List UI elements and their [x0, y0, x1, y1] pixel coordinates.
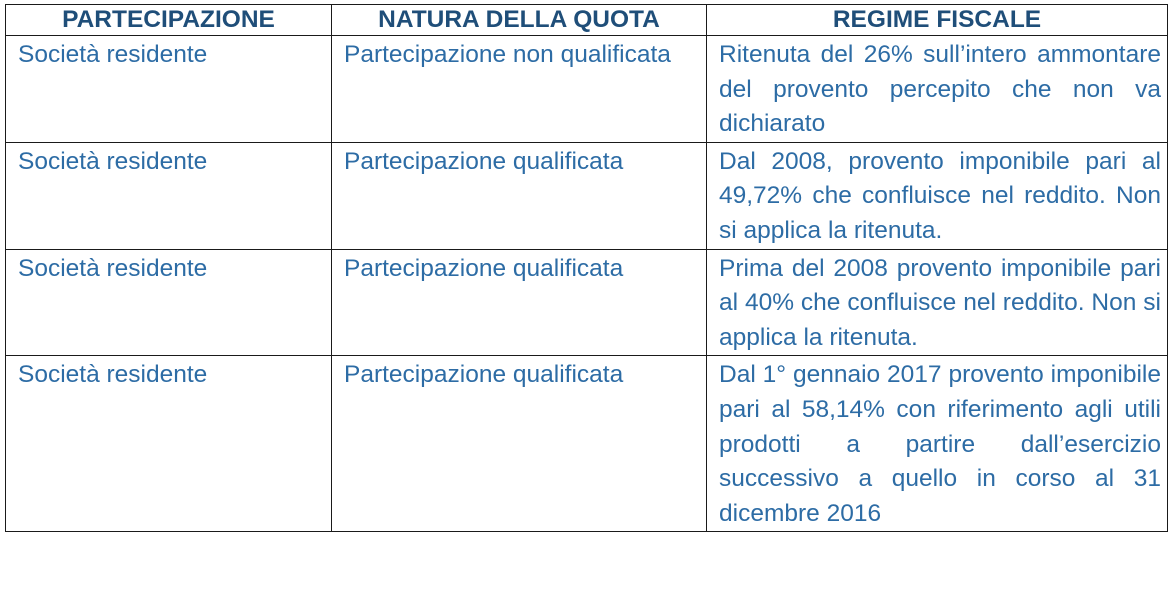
table-row [6, 36, 1168, 143]
cell-partecipazione: Società residente [6, 142, 332, 249]
cell-partecipazione: Società residente [6, 249, 332, 356]
header-regime-fiscale: REGIME FISCALE [707, 5, 1168, 36]
cell-natura: Partecipazione non qualificata [332, 36, 707, 143]
header-row [6, 5, 1168, 36]
table-row [6, 356, 1168, 532]
cell-natura: Partecipazione qualificata [332, 356, 707, 532]
header-natura-della-quota: NATURA DELLA QUOTA [332, 5, 707, 36]
cell-partecipazione: Società residente [6, 36, 332, 143]
cell-regime: Dal 2008, provento imponibile pari al 49,72% che confluisce nel reddito. Non si applica la ritenuta. [707, 142, 1168, 249]
cell-regime: Ritenuta del 26% sull’intero ammontare del provento percepito che non va dichiarato [707, 36, 1168, 143]
table-body [6, 36, 1168, 532]
cell-natura: Partecipazione qualificata [332, 142, 707, 249]
cell-regime: Prima del 2008 provento imponibile pari al 40% che confluisce nel reddito. Non si applica la ritenuta. [707, 249, 1168, 356]
cell-partecipazione: Società residente [6, 356, 332, 532]
fiscal-regime-table [5, 4, 1168, 532]
cell-natura: Partecipazione qualificata [332, 249, 707, 356]
table-row [6, 142, 1168, 249]
table-header [6, 5, 1168, 36]
header-partecipazione: PARTECIPAZIONE [6, 5, 332, 36]
cell-regime: Dal 1° gennaio 2017 provento imponibile pari al 58,14% con riferimento agli utili prodotti a partire dall’esercizio successivo a quello in corso al 31 dicembre 2016 [707, 356, 1168, 532]
table-row [6, 249, 1168, 356]
